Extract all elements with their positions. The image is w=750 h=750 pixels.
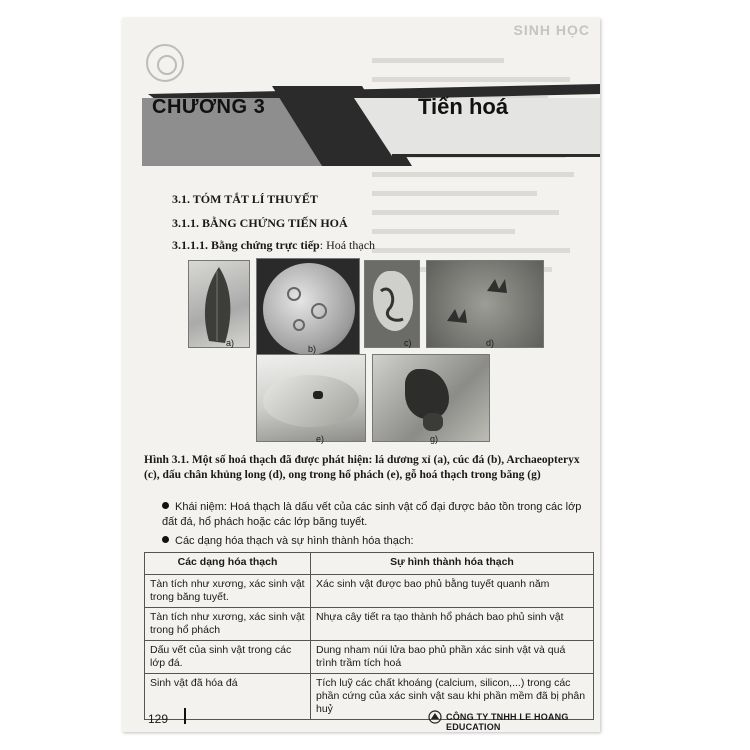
- footer-divider: [184, 708, 186, 724]
- table-cell: Xác sinh vật được bao phủ bằng tuyết quanh năm: [311, 575, 594, 608]
- panel-label-b: b): [308, 344, 317, 354]
- wood-in-ice-photo: [372, 354, 490, 442]
- forms-intro: [162, 534, 592, 549]
- ammonite-photo: [256, 258, 360, 358]
- archaeopteryx-photo: [364, 260, 420, 348]
- panel-label-g: g): [430, 434, 439, 444]
- panel-label-c: c): [404, 338, 412, 348]
- chapter-title: Tiến hoá: [418, 94, 509, 119]
- table-cell: Tàn tích như xương, xác sinh vật trong băng tuyết.: [145, 575, 311, 608]
- table-header-row: [145, 553, 594, 575]
- table-cell: Tàn tích như xương, xác sinh vật trong hổ phách: [145, 608, 311, 641]
- page-number: 129: [148, 712, 169, 726]
- table-cell: Nhựa cây tiết ra tạo thành hổ phách bao phủ sinh vật: [311, 608, 594, 641]
- column-header: Sự hình thành hóa thạch: [311, 553, 594, 575]
- bullet-icon: [162, 502, 169, 509]
- concept-paragraph: [162, 500, 592, 530]
- book-page: [122, 18, 600, 732]
- panel-label-e: e): [316, 434, 325, 444]
- table-cell: Sinh vật đã hóa đá: [145, 674, 311, 720]
- dinosaur-footprint-photo: [426, 260, 544, 348]
- concept-text: Khái niệm: Hoá thạch là dấu vết của các sinh vật cổ đại được bảo tồn trong các lớp đất đá, hổ phách hoặc các lớp băng tuyết.: [162, 501, 582, 528]
- bee-in-amber-photo: [256, 354, 366, 442]
- table-cell: Tích luỹ các chất khoáng (calcium, silicon,...) trong các phần cứng của xác sinh vật sau khi phần mềm đã bị phân huỷ: [311, 674, 594, 720]
- table-row: [145, 608, 594, 641]
- fossil-fern-photo: [188, 260, 250, 348]
- table-cell: Dung nham núi lửa bao phủ phần xác sinh vật và quá trình trầm tích hoá: [311, 641, 594, 674]
- chapter-label: CHƯƠNG 3: [152, 96, 266, 118]
- column-header: Các dạng hóa thạch: [145, 553, 311, 575]
- fossil-forms-table: [144, 552, 594, 720]
- figure-caption: Hình 3.1. Một số hoá thạch đã được phát hiện: lá dương xỉ (a), cúc đá (b), Archaeopteryx (c), dấu chân khủng long (d), ong trong hổ phách (e), gỗ hoá thạch trong băng (g): [144, 454, 580, 481]
- table-row: [145, 641, 594, 674]
- publisher-logo-icon: [428, 710, 442, 724]
- subsubsection-topic: : Hoá thạch: [319, 238, 376, 252]
- publisher-name: CÔNG TY TNHH LE HOANG EDUCATION: [446, 712, 569, 732]
- section-heading: 3.1. TÓM TẮT LÍ THUYẾT: [172, 192, 318, 206]
- subsection-heading: 3.1.1. BẰNG CHỨNG TIẾN HOÁ: [172, 216, 348, 230]
- bullet-icon: [162, 536, 169, 543]
- chapter-banner: [122, 76, 600, 166]
- subsubsection-number: 3.1.1.1. Bằng chứng trực tiếp: [172, 238, 320, 252]
- table-cell: Dấu vết của sinh vật trong các lớp đá.: [145, 641, 311, 674]
- forms-intro-text: Các dạng hóa thạch và sự hình thành hóa thạch:: [175, 535, 414, 547]
- panel-label-a: a): [226, 338, 235, 348]
- panel-label-d: d): [486, 338, 495, 348]
- table-row: [145, 575, 594, 608]
- bleed-through-header: SINH HỌC: [513, 22, 590, 38]
- subsubsection-heading: [172, 238, 375, 253]
